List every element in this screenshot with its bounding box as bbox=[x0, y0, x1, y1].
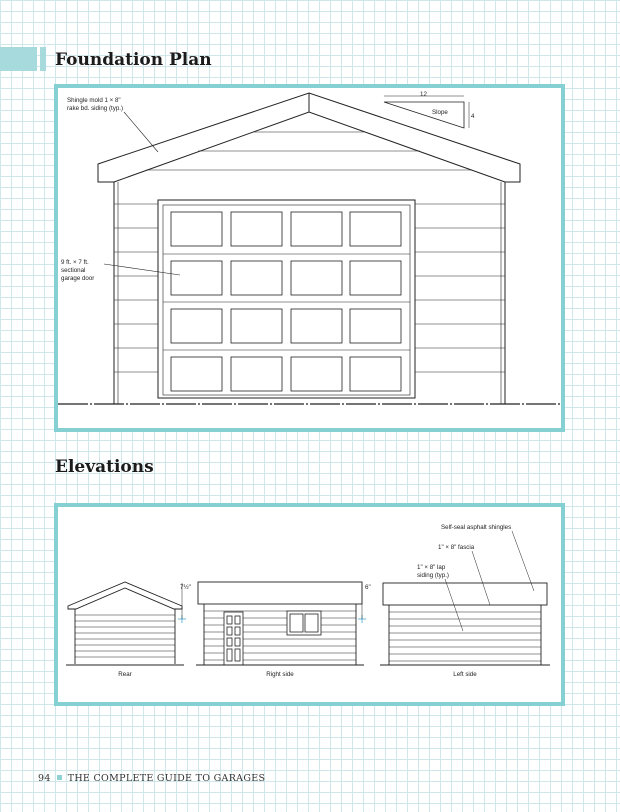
elevations-heading: Elevations bbox=[55, 457, 154, 477]
slope-rise-label: 4 bbox=[471, 113, 475, 120]
rear-elevation bbox=[68, 582, 182, 664]
callout-rake-line-1: Shingle mold 1 × 8" bbox=[67, 97, 121, 104]
callout-door-line-3: garage door bbox=[61, 275, 95, 282]
callout-siding-line-1: 1" × 8" lap bbox=[417, 564, 446, 571]
callout-shingles: Self-seal asphalt shingles bbox=[441, 524, 512, 531]
footer-separator bbox=[57, 775, 62, 780]
dim-right-label: 6" bbox=[365, 584, 371, 591]
caption-rear: Rear bbox=[118, 671, 132, 678]
elevations-panel bbox=[54, 503, 565, 706]
slope-run-label: 12 bbox=[420, 91, 427, 98]
title-accent-bar bbox=[0, 47, 37, 71]
front-elevation-panel bbox=[54, 84, 565, 432]
side-door bbox=[224, 612, 243, 665]
page-number: 94 bbox=[38, 773, 51, 784]
left-side-elevation bbox=[383, 583, 547, 665]
page-footer bbox=[38, 773, 265, 784]
foundation-plan-heading: Foundation Plan bbox=[55, 50, 212, 70]
right-side-elevation bbox=[198, 582, 362, 665]
slope-label: Slope bbox=[432, 109, 448, 116]
callout-fascia: 1" × 8" fascia bbox=[438, 544, 475, 551]
dim-rear-label: 7½" bbox=[180, 584, 191, 591]
title-accent-mark bbox=[40, 47, 46, 71]
caption-left-side: Left side bbox=[453, 671, 477, 678]
callout-rake-line-2: rake bd. siding (typ.) bbox=[67, 105, 124, 112]
side-window bbox=[287, 611, 321, 635]
front-elevation-drawing bbox=[58, 88, 561, 428]
book-title: THE COMPLETE GUIDE TO GARAGES bbox=[67, 773, 266, 784]
elevations-drawing bbox=[58, 507, 561, 702]
callout-siding-line-2: siding (typ.) bbox=[417, 572, 449, 579]
caption-right-side: Right side bbox=[266, 671, 294, 678]
callout-door-line-2: sectional bbox=[61, 267, 86, 274]
callout-door-line-1: 9 ft. × 7 ft. bbox=[61, 259, 89, 266]
